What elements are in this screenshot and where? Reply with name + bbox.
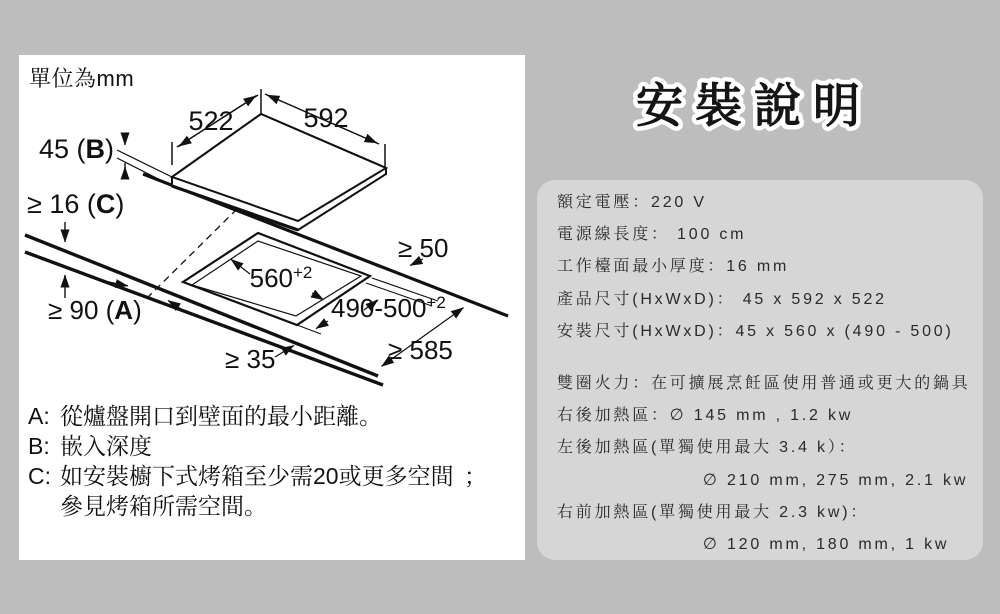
- zone-rear-right: 右後加熱區：∅ 145 mm , 1.2 kw: [557, 407, 854, 425]
- spec-product-size: 產品尺寸(HxWxD)： 45 x 592 x 522: [557, 290, 887, 308]
- legend-text-C2: 參見烤箱所需空間。: [60, 493, 267, 519]
- legend-item-B: [28, 431, 517, 461]
- zone-front-right-spec: ∅ 120 mm, 180 mm, 1 kw: [703, 536, 950, 554]
- dim-label-16C: ≥ 16 (C): [27, 189, 125, 219]
- dim-490-500: [316, 293, 446, 329]
- zone-rear-left: 左後加熱區(單獨使用最大 3.4 k）：: [557, 439, 858, 457]
- spec-install-size: 安裝尺寸(HxWxD)：45 x 560 x (490 - 500): [557, 322, 954, 340]
- legend-text-C-semicolon: ；: [464, 463, 487, 489]
- dim-label-35: ≥ 35: [225, 344, 276, 374]
- dim-label-522: 522: [188, 106, 234, 136]
- legend-key-A: A:: [28, 403, 50, 429]
- page-title-svg: [537, 64, 983, 148]
- dim-50: [398, 233, 448, 266]
- heat-zone-section: [557, 368, 983, 561]
- legend-text-C: 如安裝櫥下式烤箱至少需20或更多空間: [60, 463, 454, 489]
- diagram-legend: [28, 401, 517, 521]
- legend-item-C-cont: [28, 491, 517, 521]
- legend-key-B: B:: [28, 433, 50, 459]
- dim-label-585: ≥ 585: [388, 335, 453, 365]
- dim-label-592: 592: [303, 103, 349, 133]
- zone-front-right: 右前加熱區(單獨使用最大 2.3 kw)：: [557, 503, 870, 521]
- spec-min-thickness: 工作檯面最小厚度：16 mm: [557, 258, 790, 276]
- legend-item-A: [28, 401, 517, 431]
- dim-label-560: $560^{+2}$: [249, 263, 313, 293]
- dim-label-90A: ≥ 90 (A): [48, 295, 142, 325]
- legend-text-A: 從爐盤開口到壁面的最小距離。: [60, 403, 382, 429]
- legend-key-C: C:: [28, 463, 51, 489]
- legend-item-C: [28, 461, 517, 491]
- zone-dual-ring: 雙圈火力：在可擴展烹飪區使用普通或更大的鍋具: [557, 375, 971, 393]
- page-title-wrap: [537, 64, 983, 148]
- legend-text-B: 嵌入深度: [60, 433, 152, 459]
- page-title: 安裝說明: [636, 79, 872, 132]
- dim-label-50: ≥ 50: [398, 233, 449, 263]
- spec-cord-length: 電源線長度： 100 cm: [557, 226, 747, 244]
- units-note: 單位為mm: [29, 66, 135, 91]
- spec-rated-voltage: 額定電壓：220 V: [557, 194, 707, 211]
- dim-label-490-500: $490-500^{+2}$: [331, 293, 446, 323]
- spec-box: [537, 180, 983, 560]
- zone-rear-left-spec: ∅ 210 mm, 275 mm, 2.1 kw: [703, 471, 969, 489]
- drawing-panel: [19, 55, 525, 560]
- dim-label-45B: 45 (B): [38, 134, 114, 164]
